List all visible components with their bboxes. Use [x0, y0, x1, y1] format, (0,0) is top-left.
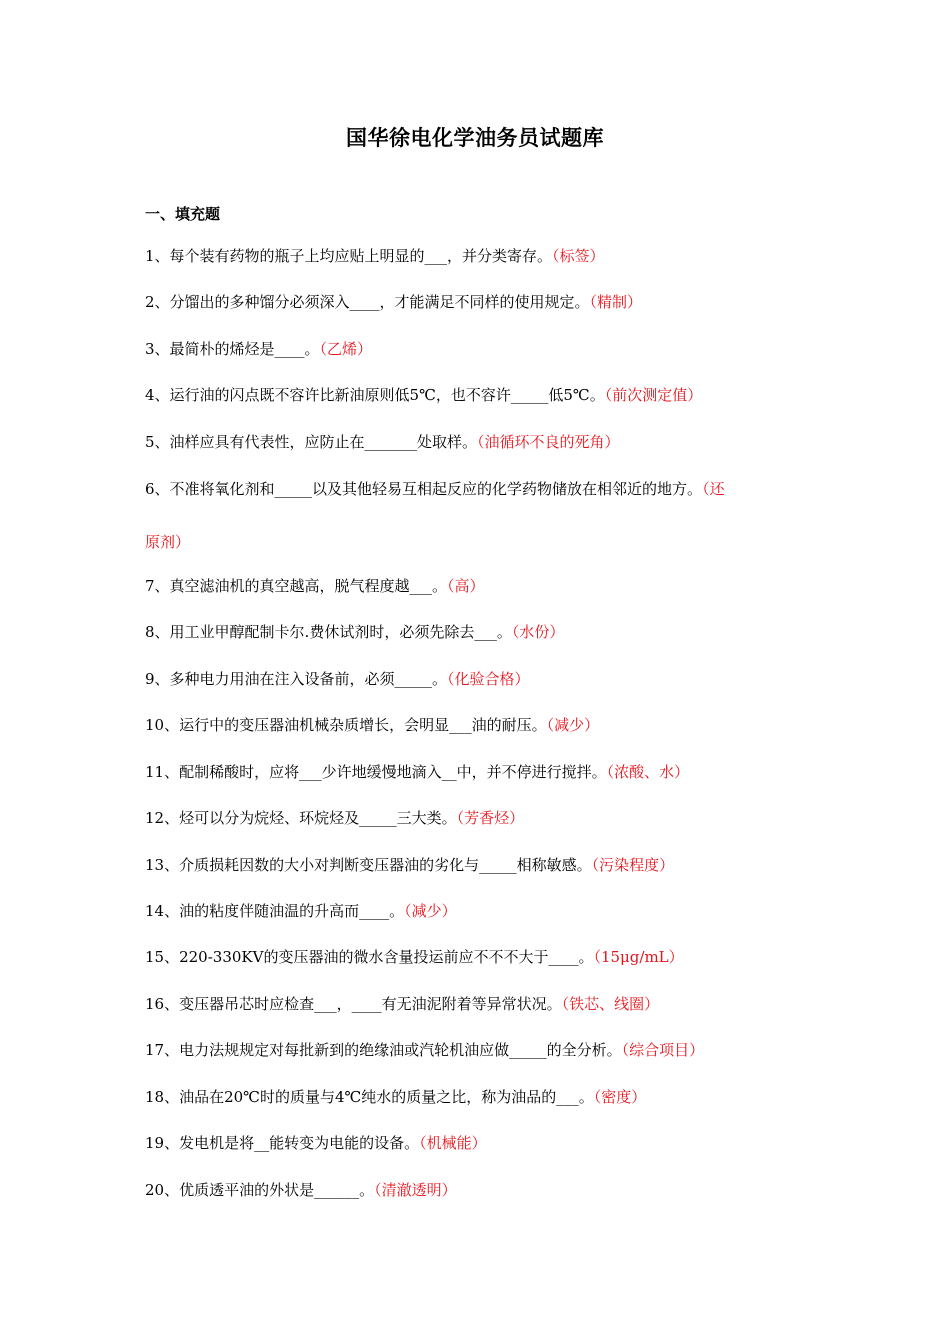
section-heading: 一、填充题	[145, 205, 221, 223]
question-answer: （清澈透明）	[374, 1181, 457, 1199]
question-text: 3、最简朴的烯烃是____。	[145, 340, 320, 358]
question-item	[145, 855, 674, 875]
question-item	[145, 1180, 457, 1200]
question-text: 11、配制稀酸时，应将___少许地缓慢地滴入__中，并不停进行搅拌。	[145, 763, 607, 781]
question-item	[145, 385, 702, 405]
question-answer-continued: 原剂）	[145, 533, 191, 551]
question-text: 15、220-330KV的变压器油的微水含量投运前应不不不大于____。	[145, 948, 594, 966]
question-text: 17、电力法规规定对每批新到的绝缘油或汽轮机油应做_____的全分析。	[145, 1041, 622, 1059]
question-answer: （乙烯）	[319, 340, 373, 358]
question-text: 19、发电机是将__能转变为电能的设备。	[145, 1134, 420, 1152]
question-answer: （化验合格）	[447, 670, 530, 688]
question-text: 8、用工业甲醇配制卡尔.费休试剂时，必须先除去___。	[145, 623, 512, 641]
question-answer: （浓酸、水）	[606, 763, 690, 781]
question-item	[145, 622, 564, 642]
question-answer: （机械能）	[419, 1134, 487, 1152]
question-text: 13、介质损耗因数的大小对判断变压器油的劣化与_____相称敏感。	[145, 856, 592, 874]
question-text: 10、运行中的变压器油机械杂质增长，会明显___油的耐压。	[145, 716, 547, 734]
question-item	[145, 715, 599, 735]
question-text: 7、真空滤油机的真空越高，脱气程度越___。	[145, 577, 448, 595]
question-item	[145, 762, 689, 782]
question-answer: （前次测定值）	[604, 386, 703, 404]
question-item	[145, 292, 642, 312]
question-item	[145, 669, 530, 689]
question-item	[145, 808, 524, 828]
question-answer: （还	[702, 480, 725, 498]
question-answer: （减少）	[546, 716, 600, 734]
question-text: 18、油品在20℃时的质量与4℃纯水的质量之比，称为油品的___。	[145, 1088, 594, 1106]
question-text: 16、变压器吊芯时应检查___，____有无油泥附着等异常状况。	[145, 995, 562, 1013]
question-answer: （密度）	[593, 1088, 647, 1106]
page-title: 国华徐电化学油务员试题库	[346, 125, 604, 150]
question-answer: （15μg/mL）	[593, 948, 684, 966]
question-text: 14、油的粘度伴随油温的升高而____。	[145, 902, 405, 920]
question-item	[145, 246, 605, 266]
question-answer: （铁芯、线圈）	[561, 995, 660, 1013]
question-item	[145, 1040, 704, 1060]
question-answer: （综合项目）	[621, 1041, 705, 1059]
question-answer: （芳香烃）	[456, 809, 525, 827]
question-item	[145, 576, 485, 596]
question-text: 6、不准将氧化剂和_____以及其他轻易互相起反应的化学药物储放在相邻近的地方。	[145, 480, 703, 498]
question-text: 5、油样应具有代表性，应防止在_______处取样。	[145, 433, 478, 451]
question-text: 20、优质透平油的外状是______。	[145, 1181, 375, 1199]
question-item	[145, 901, 457, 921]
question-answer: （高）	[447, 577, 485, 595]
question-answer: （减少）	[404, 902, 457, 920]
question-answer: （油循环不良的死角）	[477, 433, 620, 451]
question-text: 12、烃可以分为烷烃、环烷烃及_____三大类。	[145, 809, 457, 827]
question-text: 2、分馏出的多种馏分必须深入____，才能满足不同样的使用规定。	[145, 293, 590, 311]
question-item	[145, 432, 620, 452]
question-answer: （精制）	[589, 293, 643, 311]
question-item	[145, 994, 659, 1014]
question-item	[145, 479, 725, 499]
question-item	[145, 947, 684, 967]
question-item	[145, 1133, 487, 1153]
question-text: 4、运行油的闪点既不容许比新油原则低5℃，也不容许_____低5℃。	[145, 386, 605, 404]
question-answer: （污染程度）	[591, 856, 675, 874]
question-text: 9、多种电力用油在注入设备前，必须_____。	[145, 670, 448, 688]
question-item	[145, 339, 372, 359]
question-answer: （水份）	[511, 623, 565, 641]
question-text: 1、每个装有药物的瓶子上均应贴上明显的___，并分类寄存。	[145, 247, 553, 265]
question-answer: （标签）	[552, 247, 605, 265]
question-item	[145, 1087, 646, 1107]
